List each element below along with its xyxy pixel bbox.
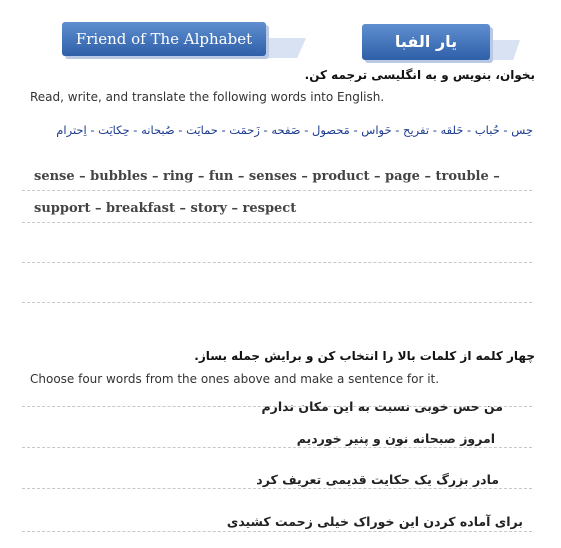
writing-line — [22, 262, 532, 263]
writing-line — [22, 531, 532, 532]
instruction-persian-2: چهار کلمه از کلمات بالا را انتخاب کن و برایش جمله بساز. — [194, 349, 535, 363]
english-title-banner: Friend of The Alphabet — [62, 22, 266, 56]
answer-line-1: sense – bubbles – ring – fun – senses – product – page – trouble – — [34, 169, 500, 184]
persian-word-list: حِس - حُباب - حَلقه - تفریح - حَواس - مَحصول - صَفحه - زَحمَت - حمایَت - صُبحانه - حِکایَت - اِحترام — [56, 123, 533, 137]
writing-line — [22, 190, 532, 191]
sentence-1: من حس خوبی نسبت به این مکان ندارم — [261, 399, 503, 414]
writing-line — [22, 447, 532, 448]
sentence-4: برای آماده کردن این خوراک خیلی زحمت کشیدی — [226, 514, 523, 529]
writing-line — [22, 488, 532, 489]
writing-line — [22, 302, 532, 303]
instruction-persian-1: بخوان، بنویس و به انگلیسی ترجمه کن. — [304, 68, 535, 82]
title-ribbon-decoration — [486, 40, 520, 60]
persian-title-banner: یار الفبا — [362, 24, 490, 60]
instruction-english-2: Choose four words from the ones above and make a sentence for it. — [30, 372, 440, 386]
sentence-3: مادر بزرگ یک حکایت قدیمی تعریف کرد — [256, 472, 499, 487]
sentence-2: امروز صبحانه نون و پنیر خوردیم — [296, 431, 495, 446]
writing-line — [22, 222, 532, 223]
instruction-english-1: Read, write, and translate the following words into English. — [30, 90, 385, 104]
title-ribbon-decoration — [262, 38, 306, 58]
answer-line-2: support – breakfast – story – respect — [34, 201, 297, 216]
